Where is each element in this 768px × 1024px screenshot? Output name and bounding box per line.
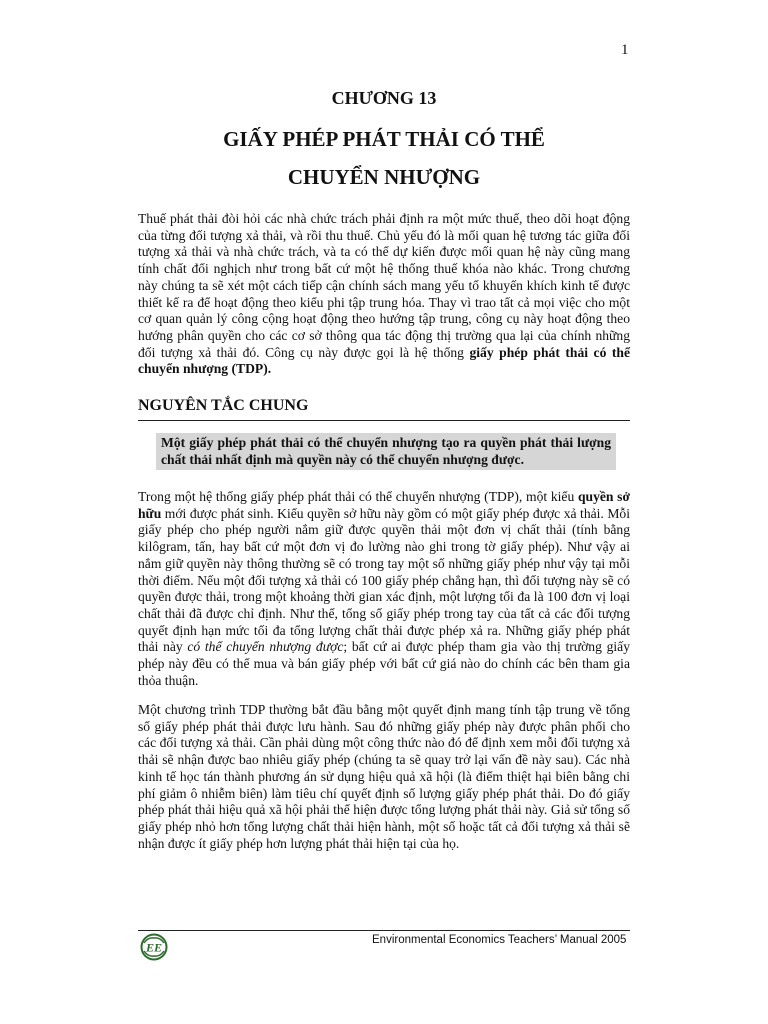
- page-number: 1: [621, 42, 629, 58]
- footer-manual-title: Environmental Economics Teachers’ Manual 2005: [372, 934, 627, 946]
- intro-bold-term: giấy phép phát thải có thể chuyển nhượng (TDP).: [138, 344, 630, 377]
- body-paragraph-1: [138, 489, 630, 689]
- paragraph-1-text-b: mới được phát sinh. Kiểu quyền sở hữu này gồm có một giấy phép được xả thải. Mỗi giấy phép cho phép người nắm giữ được quyền thải một đơn vị chất thải (tính bằng kilôgram, tấn, hay bất cứ một đơn vị đo lường nào ghi trong tờ giấy phép). Như vậy ai nắm giữ quyền này thông thường sẽ có trong tay một số những giấy phép như vậy tại mỗi thời điểm. Nếu một đối tượng xả thải có 100 giấy phép chẳng hạn, thì đối tượng này sẽ có quyền được thải, trong một khoảng thời gian xác định, một lượng tối đa là 100 đơn vị loại chất thải đã được chỉ định. Như thế, tổng số giấy phép trong tay của tất cả các đối tượng quyết định hạn mức tối đa tổng lượng chất thải được phép xả ra. Những giấy phép phát thải này: [138, 505, 630, 655]
- section-heading: NGUYÊN TẮC CHUNG: [138, 397, 630, 421]
- paragraph-1-bold-term: quyền sở hữu: [138, 489, 630, 521]
- chapter-number: CHƯƠNG 13: [331, 88, 437, 108]
- intro-paragraph: [138, 211, 630, 378]
- definition-callout: Một giấy phép phát thải có thể chuyển nhượng tạo ra quyền phát thải lượng chất thải nhất định mà quyền này có thể chuyển nhượng được.: [156, 433, 616, 470]
- paragraph-1-italic-term: có thể chuyển nhượng được: [187, 639, 344, 655]
- logo-text: EE: [145, 940, 163, 955]
- paragraph-1-text-c: ; bất cứ ai được phép tham gia vào thị trường giấy phép này đều có thể mua và bán giấy phép với bất cứ giá nào do chính các bên tham gia thỏa thuận.: [138, 639, 630, 688]
- chapter-title: [0, 120, 768, 196]
- footer-divider: [138, 930, 630, 931]
- chapter-title-line-1: GIẤY PHÉP PHÁT THẢI CÓ THỂ: [223, 127, 545, 151]
- chapter-title-line-2: CHUYỂN NHƯỢNG: [287, 165, 481, 189]
- body-paragraph-2: Một chương trình TDP thường bắt đầu bằng một quyết định mang tính tập trung về tổng số giấy phép phát thải được lưu hành. Sau đó những giấy phép này được phân phối cho các đối tượng xả thải. Cần phải dùng một công thức nào đó để định xem mỗi đối tượng xả thải sẽ nhận được bao nhiêu giấy phép (chúng ta sẽ quay trở lại vấn đề này sau). Các nhà kinh tế học tán thành phương án sử dụng hiệu quả xã hội (là điểm thiệt hại biên bằng chi phí giảm ô nhiễm biên) làm tiêu chí quyết định số lượng giấy phép phát thải. Do đó giấy phép phát thải hiệu quả xã hội phải thể hiện được tổng lượng phát thải này. Giả sử tổng số giấy phép nhỏ hơn tổng lượng chất thải hiện hành, một số hoặc tất cả đối tượng xả thải sẽ nhận được ít giấy phép hơn lượng phát thải hiện tại của họ.: [138, 702, 630, 851]
- intro-text: Thuế phát thải đòi hỏi các nhà chức trách phải định ra một mức thuế, theo dõi hoạt động của từng đối tượng xả thải, và rồi thu thuế. Chủ yếu đó là mối quan hệ tương tác giữa đối tượng xả thải và nhà chức trách, và ta có thể dự kiến được mối quan hệ này cũng mang tính chất đối nghịch như trong bất cứ một hệ thống thuế khóa nào khác. Trong chương này chúng ta sẽ xét một cách tiếp cận chính sách mang yếu tố khuyến khích kinh tế được thiết kế ra để hoạt động theo kiểu phi tập trung hóa. Thay vì trao tất cả mọi việc cho một cơ quan quản lý công cộng hoạt động theo hướng tập trung, công cụ này hoạt động theo hướng phân quyền cho các cơ sở thông qua tác động thị trường qua lại của chính những đối tượng xả thải đó. Công cụ này được gọi là hệ thống: [138, 211, 630, 360]
- paragraph-1-text-a: Trong một hệ thống giấy phép phát thải có thể chuyển nhượng (TDP), một kiểu: [138, 489, 578, 504]
- ee-logo-icon: [138, 933, 170, 961]
